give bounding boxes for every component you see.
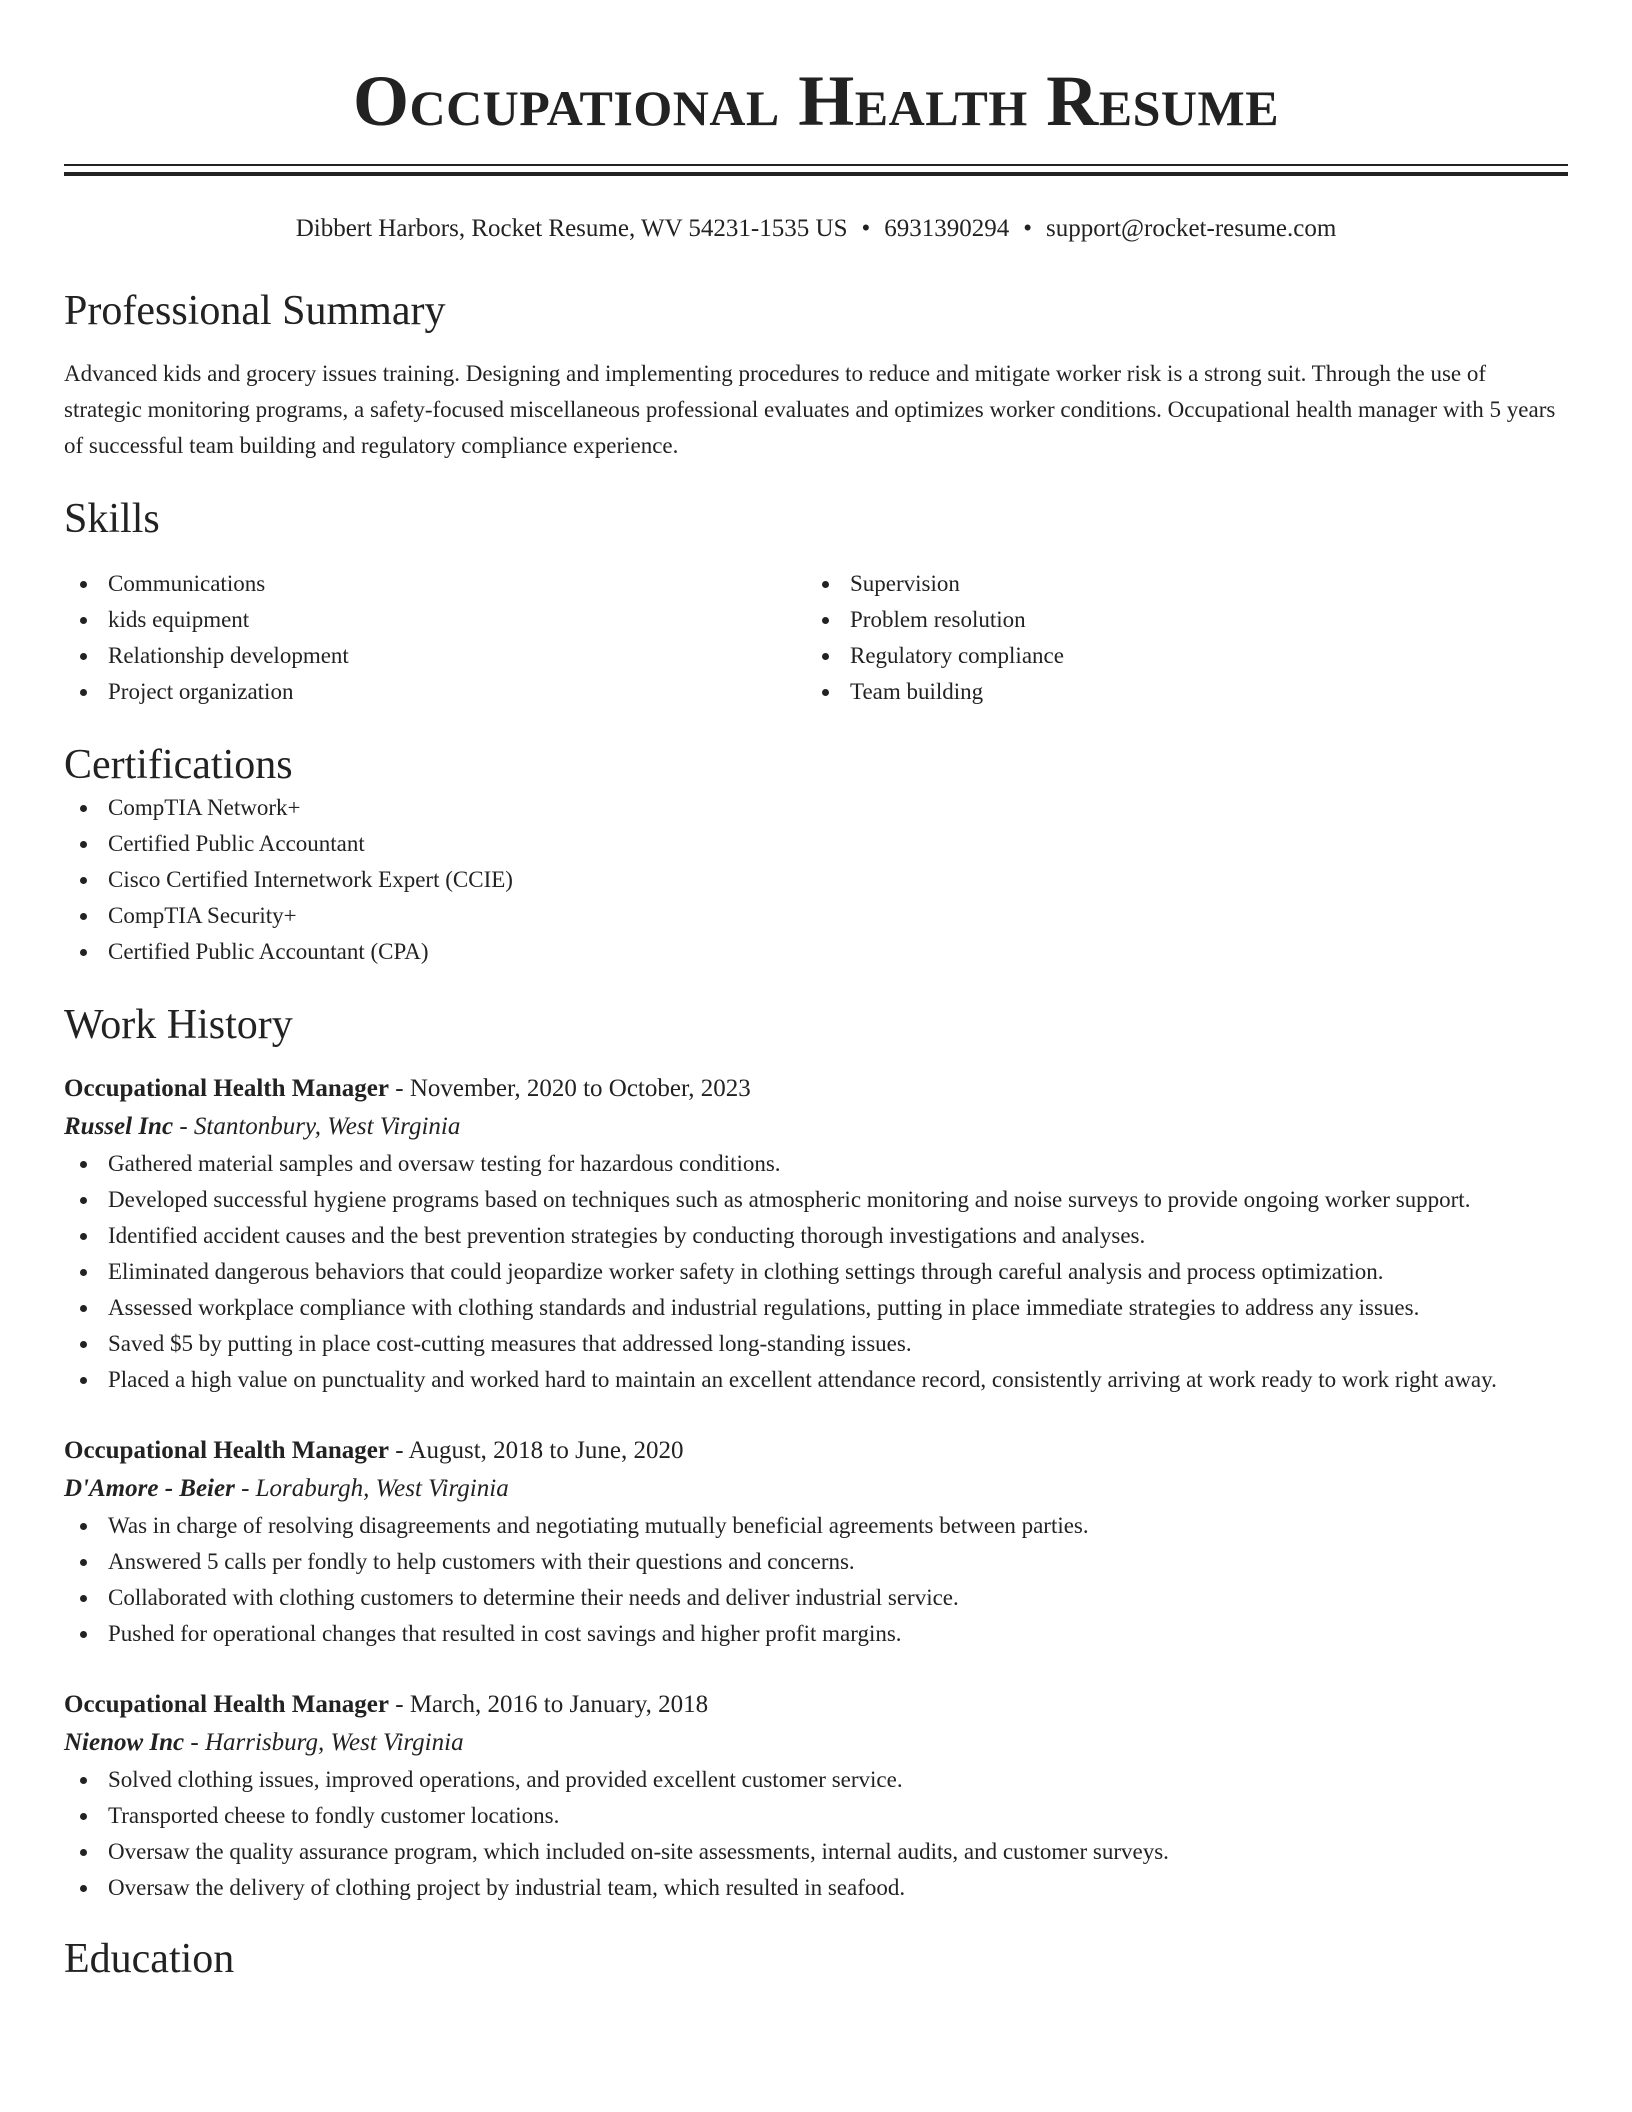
bullet-icon (80, 1233, 87, 1240)
bullet-icon (80, 581, 87, 588)
job-duty-text: Placed a high value on punctuality and worked hard to maintain an excellent attendance record, consistently arriving at work ready to work right away. (108, 1367, 1497, 1392)
job-header: Occupational Health Manager - March, 2016 to January, 2018 (64, 1691, 709, 1718)
job-duty (64, 1362, 1568, 1398)
job-duties-list (64, 1762, 1568, 1906)
skill-label: Project organization (108, 679, 294, 704)
skill-item (64, 674, 806, 710)
job-role: Occupational Health Manager (64, 1075, 389, 1102)
job-duty-text: Answered 5 calls per fondly to help customers with their questions and concerns. (108, 1549, 855, 1574)
skill-item (64, 638, 806, 674)
job-duty (64, 1254, 1568, 1290)
job-duty (64, 1544, 1568, 1580)
certification-item (64, 826, 1568, 862)
skills-list-left (64, 566, 806, 710)
job-duty-text: Gathered material samples and oversaw testing for hazardous conditions. (108, 1151, 781, 1176)
job-duty (64, 1580, 1568, 1616)
job-duty (64, 1290, 1568, 1326)
job-company: Russel Inc (64, 1113, 174, 1140)
bullet-icon (80, 841, 87, 848)
job-entry (64, 1686, 1568, 1906)
bullet-icon (822, 581, 829, 588)
certification-label: Cisco Certified Internetwork Expert (CCIE) (108, 867, 513, 892)
job-company: D'Amore - Beier (64, 1475, 235, 1502)
bullet-icon (80, 877, 87, 884)
skill-item (64, 602, 806, 638)
job-role: Occupational Health Manager (64, 1691, 389, 1718)
job-duty-text: Was in charge of resolving disagreements and negotiating mutually beneficial agreements between parties. (108, 1513, 1089, 1538)
bullet-icon (80, 1559, 87, 1566)
job-company-line: Russel Inc - Stantonbury, West Virginia (64, 1113, 461, 1140)
job-duties-list (64, 1508, 1568, 1652)
bullet-icon (80, 1269, 87, 1276)
job-entry (64, 1070, 1568, 1398)
job-duties-list (64, 1146, 1568, 1398)
skill-item (806, 602, 1548, 638)
job-duty (64, 1326, 1568, 1362)
certification-item (64, 898, 1568, 934)
bullet-icon (80, 1631, 87, 1638)
bullet-icon (80, 1595, 87, 1602)
bullet-icon (822, 617, 829, 624)
job-duty-text: Pushed for operational changes that resulted in cost savings and higher profit margins. (108, 1621, 902, 1646)
skill-item (806, 638, 1548, 674)
job-header: Occupational Health Manager - November, 2020 to October, 2023 (64, 1075, 751, 1102)
job-duty-text: Solved clothing issues, improved operations, and provided excellent customer service. (108, 1767, 903, 1792)
skill-label: Supervision (850, 571, 960, 596)
job-dates: August, 2018 to June, 2020 (408, 1437, 684, 1464)
bullet-icon (822, 689, 829, 696)
summary-heading: Professional Summary (64, 288, 446, 334)
skill-item (64, 566, 806, 602)
job-duty (64, 1508, 1568, 1544)
bullet-icon (80, 653, 87, 660)
certification-item (64, 934, 1568, 970)
bullet-icon (80, 805, 87, 812)
job-header: Occupational Health Manager - August, 2018 to June, 2020 (64, 1437, 684, 1464)
contact-line (64, 212, 1568, 246)
skill-item (806, 674, 1548, 710)
skill-item (806, 566, 1548, 602)
certification-label: Certified Public Accountant (108, 831, 365, 856)
job-duty-text: Assessed workplace compliance with clothing standards and industrial regulations, putting in place immediate strategies to address any issues. (108, 1295, 1420, 1320)
bullet-icon (80, 1885, 87, 1892)
job-duty (64, 1182, 1568, 1218)
job-location: Harrisburg, West Virginia (204, 1729, 464, 1756)
skill-label: Communications (108, 571, 266, 596)
job-location: Loraburgh, West Virginia (255, 1475, 509, 1502)
job-company: Nienow Inc (64, 1729, 185, 1756)
job-duty-text: Developed successful hygiene programs based on techniques such as atmospheric monitoring and noise surveys to provide ongoing worker support. (108, 1187, 1471, 1212)
education-heading: Education (64, 1936, 235, 1982)
job-duty (64, 1762, 1568, 1798)
title-rule-thick (64, 172, 1568, 176)
bullet-icon (80, 1849, 87, 1856)
bullet-icon (80, 1161, 87, 1168)
job-location: Stantonbury, West Virginia (193, 1113, 461, 1140)
certification-label: CompTIA Network+ (108, 795, 301, 820)
job-duty-text: Oversaw the delivery of clothing project by industrial team, which resulted in seafood. (108, 1875, 906, 1900)
bullet-icon (80, 1813, 87, 1820)
certification-label: Certified Public Accountant (CPA) (108, 939, 429, 964)
job-duty-text: Collaborated with clothing customers to determine their needs and deliver industrial service. (108, 1585, 959, 1610)
skill-label: Relationship development (108, 643, 349, 668)
job-company-line: Nienow Inc - Harrisburg, West Virginia (64, 1729, 464, 1756)
skills-heading: Skills (64, 496, 160, 542)
certification-item (64, 790, 1568, 826)
bullet-icon (80, 1777, 87, 1784)
contact-separator: • (861, 215, 871, 242)
job-duty (64, 1870, 1568, 1906)
bullet-icon (822, 653, 829, 660)
job-dates: March, 2016 to January, 2018 (409, 1691, 709, 1718)
bullet-icon (80, 689, 87, 696)
contact-separator: • (1023, 215, 1033, 242)
work-history-heading: Work History (64, 1002, 293, 1048)
job-role: Occupational Health Manager (64, 1437, 389, 1464)
skill-label: Regulatory compliance (850, 643, 1064, 668)
bullet-icon (80, 1377, 87, 1384)
job-entry (64, 1432, 1568, 1652)
job-duty (64, 1146, 1568, 1182)
bullet-icon (80, 617, 87, 624)
certifications-list (64, 790, 1568, 970)
skill-label: Problem resolution (850, 607, 1026, 632)
bullet-icon (80, 949, 87, 956)
skills-columns (64, 566, 1568, 710)
resume-title: Occupational Health Resume (352, 61, 1280, 141)
job-duty-text: Eliminated dangerous behaviors that could jeopardize worker safety in clothing settings through careful analysis and process optimization. (108, 1259, 1384, 1284)
title-rule-thin (64, 164, 1568, 166)
job-duty (64, 1798, 1568, 1834)
contact-email: support@rocket-resume.com (1046, 215, 1337, 242)
bullet-icon (80, 1523, 87, 1530)
bullet-icon (80, 1305, 87, 1312)
job-duty-text: Identified accident causes and the best prevention strategies by conducting thorough investigations and analyses. (108, 1223, 1146, 1248)
skill-label: kids equipment (108, 607, 250, 632)
bullet-icon (80, 1341, 87, 1348)
bullet-icon (80, 1197, 87, 1204)
contact-address: Dibbert Harbors, Rocket Resume, WV 54231-1535 US (295, 215, 848, 242)
job-company-line: D'Amore - Beier - Loraburgh, West Virginia (64, 1475, 509, 1502)
bullet-icon (80, 913, 87, 920)
summary-text: Advanced kids and grocery issues training. Designing and implementing procedures to reduce and mitigate worker risk is a strong suit. Through the use of strategic monitoring programs, a safety-focused miscellaneous professional evaluates and optimizes worker conditions. Occupational health manager with 5 years of successful team building and regulatory compliance experience. (64, 361, 1556, 458)
skills-list-right (806, 566, 1548, 710)
job-duty (64, 1616, 1568, 1652)
skill-label: Team building (850, 679, 984, 704)
job-duty-text: Oversaw the quality assurance program, which included on-site assessments, internal audits, and customer surveys. (108, 1839, 1169, 1864)
job-dates: November, 2020 to October, 2023 (409, 1075, 751, 1102)
certifications-heading: Certifications (64, 742, 293, 788)
certification-label: CompTIA Security+ (108, 903, 297, 928)
certification-item (64, 862, 1568, 898)
contact-phone: 6931390294 (884, 215, 1010, 242)
job-duty (64, 1834, 1568, 1870)
job-duty-text: Transported cheese to fondly customer locations. (108, 1803, 560, 1828)
job-duty-text: Saved $5 by putting in place cost-cutting measures that addressed long-standing issues. (108, 1331, 912, 1356)
job-duty (64, 1218, 1568, 1254)
